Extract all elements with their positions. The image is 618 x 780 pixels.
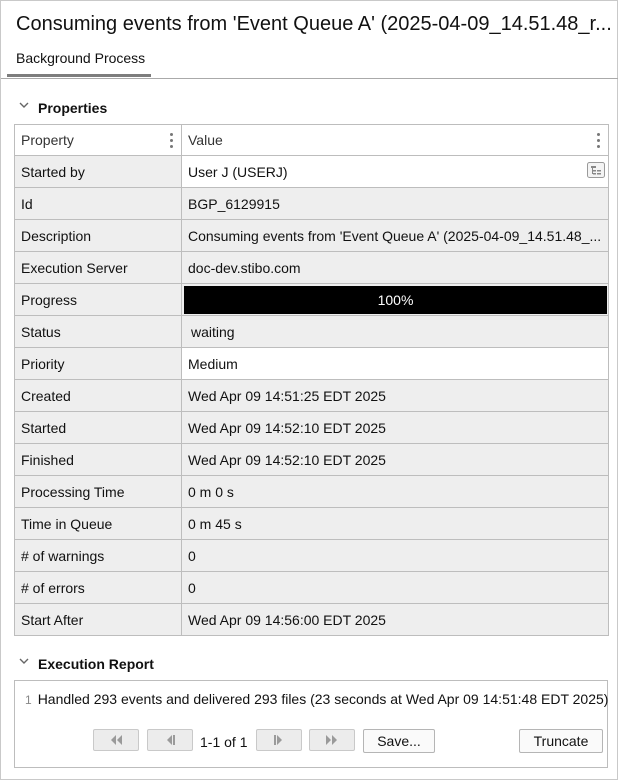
property-key: Id (15, 188, 182, 220)
kebab-menu-icon[interactable] (597, 133, 600, 148)
previous-page-button[interactable] (147, 729, 193, 751)
line-number: 1 (25, 693, 32, 707)
property-value: User J (USERJ) (188, 163, 288, 180)
priority-value[interactable]: Medium (182, 348, 609, 380)
active-tab-indicator (7, 74, 151, 77)
chevron-down-icon[interactable] (19, 658, 28, 667)
property-value: Wed Apr 09 14:52:10 EDT 2025 (182, 412, 609, 444)
property-value: Consuming events from 'Event Queue A' (2025-04-09_14.51.48_... (182, 220, 609, 252)
tab-divider (1, 78, 618, 79)
property-key: # of errors (15, 572, 182, 604)
previous-page-icon (162, 734, 178, 746)
property-key: Started (15, 412, 182, 444)
property-value-started-by[interactable] (182, 156, 609, 188)
property-value: doc-dev.stibo.com (182, 252, 609, 284)
table-row (15, 188, 609, 220)
page-indicator: 1-1 of 1 (200, 734, 248, 750)
table-row (15, 508, 609, 540)
first-page-button[interactable] (93, 729, 139, 751)
table-row (15, 156, 609, 188)
execution-report-section-header[interactable] (19, 654, 154, 674)
properties-section-header[interactable] (19, 98, 107, 118)
table-row (15, 284, 609, 316)
kebab-menu-icon[interactable] (170, 133, 173, 148)
first-page-icon (108, 734, 124, 746)
properties-table (14, 124, 609, 636)
table-row (15, 252, 609, 284)
property-key: Description (15, 220, 182, 252)
property-value: 0 m 45 s (182, 508, 609, 540)
property-value: Wed Apr 09 14:52:10 EDT 2025 (182, 444, 609, 476)
progress-cell (182, 284, 609, 316)
property-key: Time in Queue (15, 508, 182, 540)
table-row (15, 540, 609, 572)
property-key: Progress (15, 284, 182, 316)
progress-bar: 100% (184, 286, 607, 314)
property-key: Execution Server (15, 252, 182, 284)
table-header-row (15, 125, 609, 156)
table-row (15, 444, 609, 476)
truncate-button[interactable]: Truncate (519, 729, 603, 753)
table-row (15, 316, 609, 348)
chevron-down-icon[interactable] (19, 102, 28, 111)
property-value: 0 (182, 572, 609, 604)
save-button[interactable]: Save... (363, 729, 435, 753)
window-title: Consuming events from 'Event Queue A' (2025-04-09_14.51.48_r... (16, 13, 612, 35)
property-key: Processing Time (15, 476, 182, 508)
lookup-icon[interactable] (587, 162, 605, 178)
table-row (15, 380, 609, 412)
property-value: waiting (182, 316, 609, 348)
column-header-label: Property (21, 132, 74, 148)
property-value: BGP_6129915 (182, 188, 609, 220)
table-row (15, 412, 609, 444)
execution-report-section-label: Execution Report (38, 656, 154, 672)
property-key: Start After (15, 604, 182, 636)
property-key: Priority (15, 348, 182, 380)
property-value: 0 m 0 s (182, 476, 609, 508)
table-row (15, 348, 609, 380)
column-header-label: Value (188, 132, 223, 148)
property-value: 0 (182, 540, 609, 572)
table-row (15, 572, 609, 604)
property-key: Status (15, 316, 182, 348)
next-page-button[interactable] (256, 729, 302, 751)
property-key: Created (15, 380, 182, 412)
property-value: Wed Apr 09 14:51:25 EDT 2025 (182, 380, 609, 412)
property-key: Started by (15, 156, 182, 188)
report-line (25, 691, 608, 707)
last-page-icon (324, 734, 340, 746)
tab-background-process[interactable]: Background Process (16, 50, 146, 66)
column-header-property[interactable] (15, 125, 182, 156)
properties-section-label: Properties (38, 100, 108, 116)
table-row (15, 476, 609, 508)
property-value: Wed Apr 09 14:56:00 EDT 2025 (182, 604, 609, 636)
last-page-button[interactable] (309, 729, 355, 751)
table-row (15, 604, 609, 636)
report-text: Handled 293 events and delivered 293 files (23 seconds at Wed Apr 09 14:51:48 EDT 2025) (37, 691, 609, 707)
property-key: # of warnings (15, 540, 182, 572)
next-page-icon (271, 734, 287, 746)
table-row (15, 220, 609, 252)
column-header-value[interactable] (182, 125, 609, 156)
property-key: Finished (15, 444, 182, 476)
execution-report-panel (14, 680, 608, 768)
